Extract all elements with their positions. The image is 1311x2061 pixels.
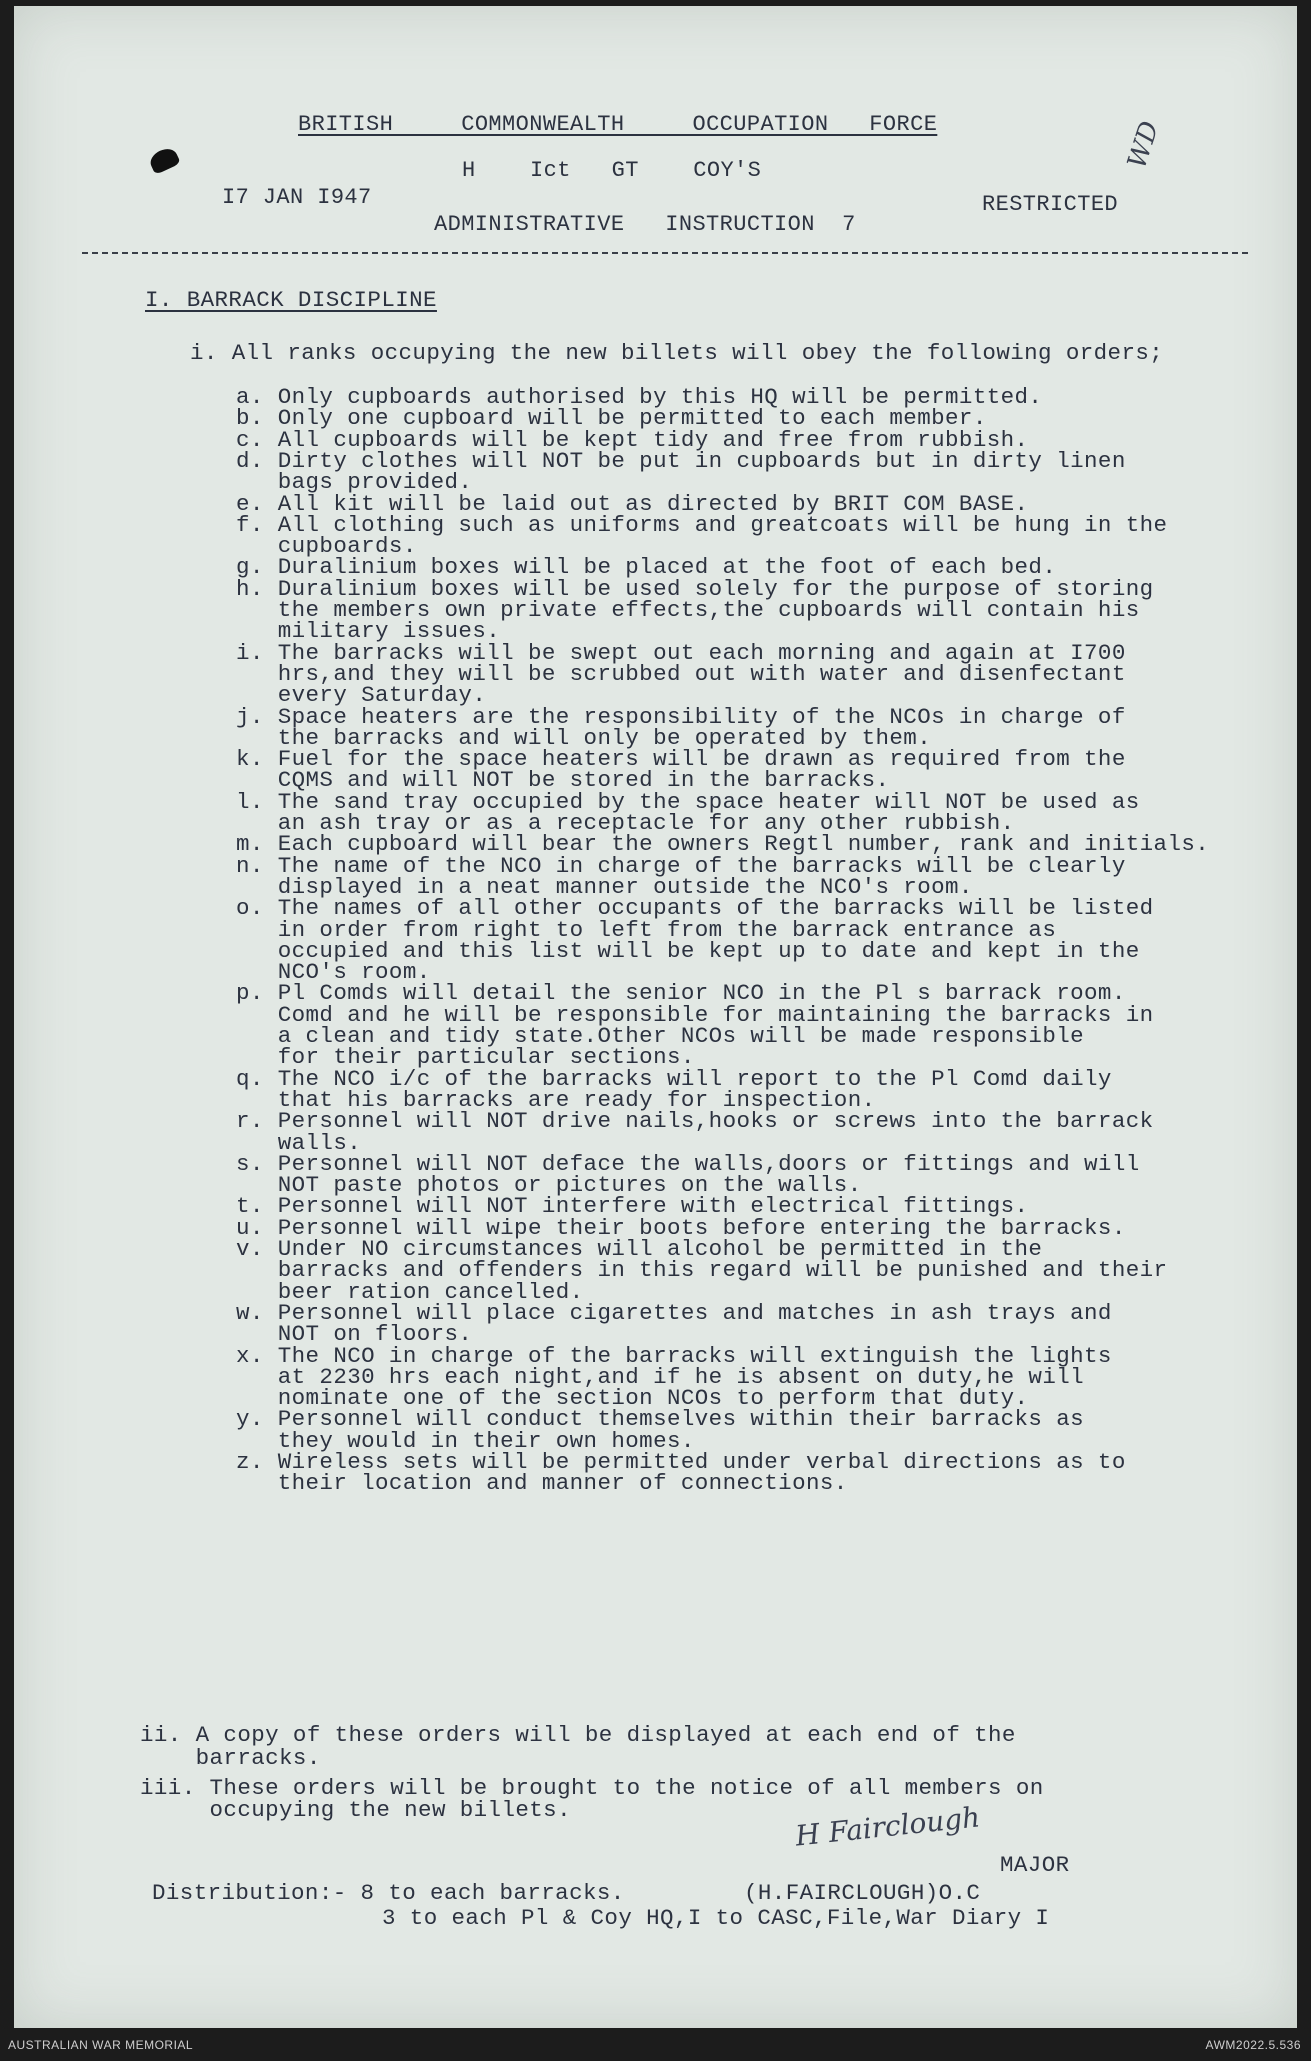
order-line: c. All cupboards will be kept tidy and free from rubbish. — [236, 426, 1029, 453]
order-line: the members own private effects,the cupboards will contain his — [236, 597, 1140, 623]
order-line: k. Fuel for the space heaters will be drawn as required from the — [236, 746, 1126, 773]
order-line: y. Personnel will conduct themselves within their barracks as — [236, 1406, 1085, 1433]
order-line: for their particular sections. — [236, 1044, 695, 1071]
section-intro: i. All ranks occupying the new billets will obey the following orders; — [190, 340, 1164, 366]
order-line: military issues. — [236, 618, 501, 645]
closing-line: ii. A copy of these orders will be displayed at each end of the — [140, 1722, 1016, 1748]
footer-right: AWM2022.5.536 — [1205, 2038, 1301, 2052]
order-line: j. Space heaters are the responsibility of the NCOs in charge of — [236, 703, 1126, 730]
header-title: BRITISH COMMONWEALTH OCCUPATION FORCE — [298, 112, 938, 137]
order-line: l. The sand tray occupied by the space heater will NOT be used as — [236, 788, 1140, 815]
order-line: d. Dirty clothes will NOT be put in cupboards but in dirty linen — [236, 447, 1126, 474]
order-line: e. All kit will be laid out as directed by BRIT COM BASE. — [236, 490, 1029, 517]
order-line: in order from right to left from the barrack entrance as — [236, 916, 1057, 943]
closing-line: barracks. — [140, 1745, 321, 1771]
order-line: r. Personnel will NOT drive nails,hooks or screws into the barrack — [236, 1108, 1154, 1135]
order-line: every Saturday. — [236, 682, 487, 709]
order-line: z. Wireless sets will be permitted under verbal directions as to — [236, 1449, 1126, 1475]
header-instruction: ADMINISTRATIVE INSTRUCTION 7 — [434, 212, 856, 237]
order-line: their location and manner of connections. — [236, 1470, 848, 1497]
order-line: the barracks and will only be operated by them. — [236, 724, 932, 751]
order-line: NOT paste photos or pictures on the walls. — [236, 1172, 862, 1199]
order-line: n. The name of the NCO in charge of the barracks will be clearly — [236, 852, 1126, 879]
order-line: p. Pl Comds will detail the senior NCO in the Pl s barrack room. — [236, 980, 1126, 1007]
order-line: walls. — [236, 1129, 362, 1156]
order-line: a. Only cupboards authorised by this HQ will be permitted. — [236, 384, 1043, 410]
order-line: w. Personnel will place cigarettes and matches in ash trays and — [236, 1299, 1112, 1326]
order-line: NOT on floors. — [236, 1321, 473, 1348]
order-line: an ash tray or as a receptacle for any other rubbish. — [236, 810, 1015, 836]
order-line: t. Personnel will NOT interfere with electrical fittings. — [236, 1193, 1029, 1220]
order-line: displayed in a neat manner outside the NCO's room. — [236, 873, 973, 900]
header-restricted: RESTRICTED — [982, 192, 1119, 217]
closing-line: iii. These orders will be brought to the notice of all members on — [140, 1775, 1044, 1801]
closing-line: occupying the new billets. — [140, 1797, 571, 1823]
order-line: i. The barracks will be swept out each morning and again at I700 — [236, 639, 1126, 666]
order-line: x. The NCO in charge of the barracks will extinguish the lights — [236, 1342, 1112, 1369]
order-line: beer ration cancelled. — [236, 1278, 584, 1305]
distribution-line-2: 3 to each Pl & Coy HQ,I to CASC,File,War Diary I — [382, 1905, 1050, 1931]
order-line: o. The names of all other occupants of the barracks will be listed — [236, 895, 1154, 922]
order-line: m. Each cupboard will bear the owners Regtl number, rank and initials. — [236, 831, 1210, 858]
order-line: q. The NCO i/c of the barracks will report to the Pl Comd daily — [236, 1065, 1112, 1092]
signature-scrawl: H Fairclough — [793, 1800, 982, 1853]
order-line: f. All clothing such as uniforms and greatcoats will be hung in the — [236, 511, 1168, 538]
order-line: g. Duralinium boxes will be placed at the foot of each bed. — [236, 554, 1057, 581]
distribution-line-1: Distribution:- 8 to each barracks. — [152, 1880, 625, 1906]
order-line: s. Personnel will NOT deface the walls,doors or fittings and will — [236, 1150, 1140, 1177]
order-line: cupboards. — [236, 533, 417, 560]
order-line: barracks and offenders in this regard will be punished and their — [236, 1257, 1168, 1284]
signature-rank: MAJOR — [1000, 1852, 1070, 1878]
header-date: I7 JAN I947 — [222, 185, 372, 210]
order-line: a clean and tidy state.Other NCOs will be made responsible — [236, 1023, 1085, 1049]
order-line: h. Duralinium boxes will be used solely for the purpose of storing — [236, 575, 1154, 602]
order-line: they would in their own homes. — [236, 1427, 695, 1454]
section-heading: I. BARRACK DISCIPLINE — [145, 287, 437, 313]
order-line: b. Only one cupboard will be permitted to each member. — [236, 405, 987, 432]
order-line: Comd and he will be responsible for maintaining the barracks in — [236, 1001, 1154, 1028]
handwritten-wd-mark: WD — [1122, 117, 1166, 173]
order-line: bags provided. — [236, 469, 473, 496]
order-line: CQMS and will NOT be stored in the barracks. — [236, 767, 890, 794]
order-line: hrs,and they will be scrubbed out with water and disenfectant — [236, 660, 1126, 687]
order-line: that his barracks are ready for inspection. — [236, 1086, 876, 1113]
order-line: u. Personnel will wipe their boots before entering the barracks. — [236, 1214, 1126, 1241]
header-unit: H Ict GT COY'S — [462, 158, 762, 183]
order-line: NCO's room. — [236, 959, 431, 986]
header-divider — [82, 252, 1248, 254]
order-line: occupied and this list will be kept up to date and kept in the — [236, 937, 1140, 964]
order-line: at 2230 hrs each night,and if he is absent on duty,he will — [236, 1363, 1085, 1390]
footer-left: AUSTRALIAN WAR MEMORIAL — [8, 2038, 194, 2052]
signature-name: (H.FAIRCLOUGH)O.C — [744, 1880, 981, 1906]
order-line: v. Under NO circumstances will alcohol be permitted in the — [236, 1236, 1043, 1262]
order-line: nominate one of the section NCOs to perform that duty. — [236, 1385, 1029, 1412]
